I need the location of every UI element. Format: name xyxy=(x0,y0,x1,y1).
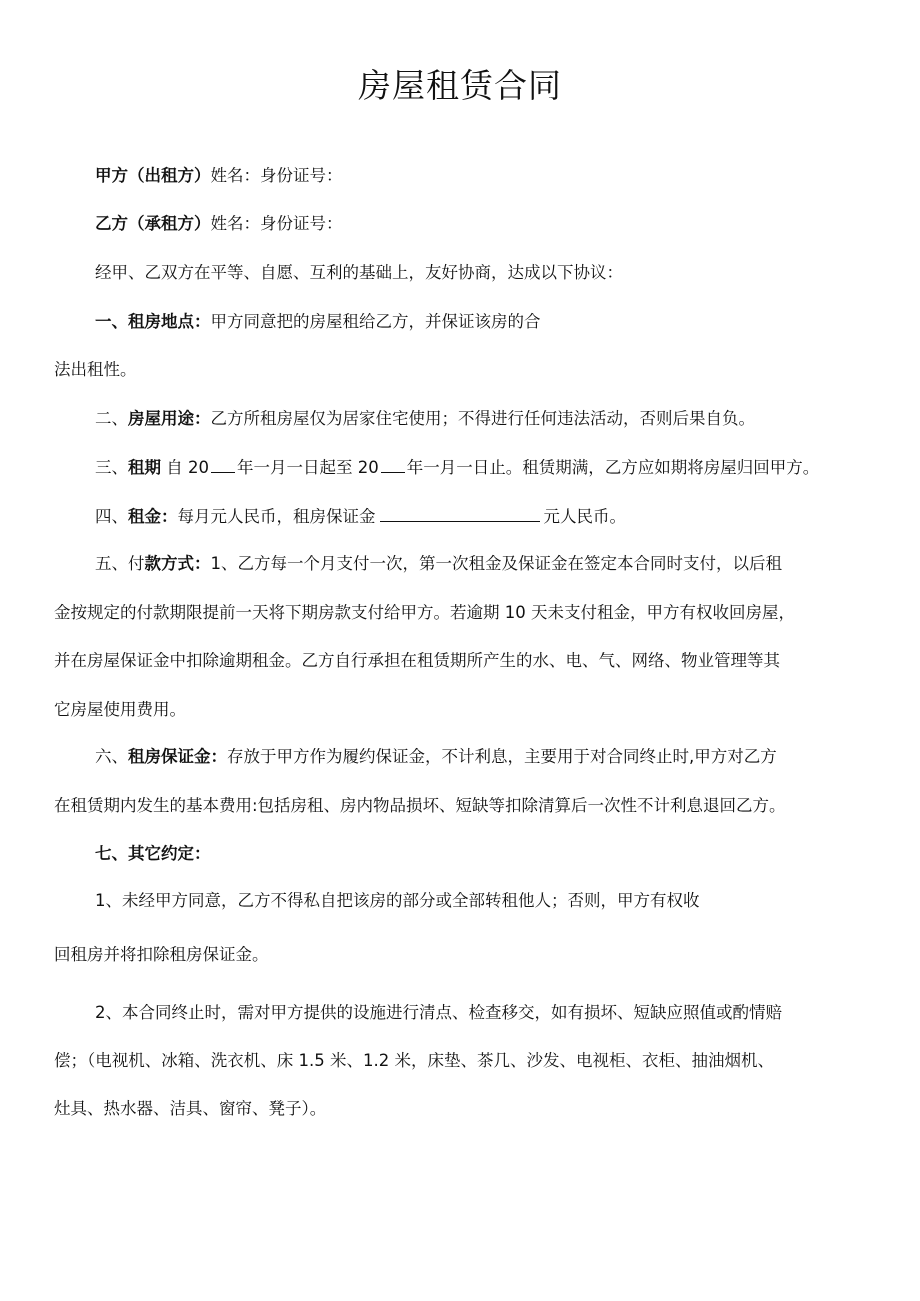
deposit-amount-blank xyxy=(380,505,540,522)
clause-7-item-2-line-2: 偿；（电视机、冰箱、洗衣机、床 1.5 米、1.2 米，床垫、茶几、沙发、电视柜、衣柜、抽油烟机、 xyxy=(54,1051,774,1070)
party-b-fields: 姓名：身份证号： xyxy=(210,214,343,233)
clause-6-line-1 xyxy=(95,746,777,768)
clause-6-line-2: 在租赁期内发生的基本费用:包括房租、房内物品损坏、短缺等扣除清算后一次性不计利息退回乙方。 xyxy=(54,796,786,815)
clause-4-label: 租金： xyxy=(128,507,178,526)
clause-3-text-3: 年一月一日止。租赁期满，乙方应如期将房屋归回甲方。 xyxy=(406,458,820,477)
clause-2-text: 乙方所租房屋仅为居家住宅使用；不得进行任何违法活动，否则后果自负。 xyxy=(210,409,755,428)
clause-4-text-1: 每月元人民币，租房保证金 xyxy=(177,507,376,526)
clause-5-line-1 xyxy=(95,553,782,575)
clause-5-text-1: 1、乙方每一个月支付一次，第一次租金及保证金在签定本合同时支付，以后租 xyxy=(210,554,782,573)
clause-7-item-2-line-3: 灶具、热水器、洁具、窗帘、凳子）。 xyxy=(54,1099,327,1118)
clause-5-line-2: 金按规定的付款期限提前一天将下期房款支付给甲方。若逾期 10 天未支付租金，甲方有权收回房屋， xyxy=(54,603,795,622)
clause-1-label: 一、租房地点： xyxy=(95,312,211,331)
start-year-blank xyxy=(211,456,235,473)
clause-5-line-4: 它房屋使用费用。 xyxy=(54,700,186,719)
clause-5-label: 款方式： xyxy=(144,554,211,573)
end-year-blank xyxy=(381,456,405,473)
clause-2-line xyxy=(95,408,755,430)
clause-4-text-2: 元人民币。 xyxy=(543,507,626,526)
clause-7-item-1-line-1: 1、未经甲方同意，乙方不得私自把该房的部分或全部转租他人；否则，甲方有权收 xyxy=(95,891,700,910)
clause-5-line-3: 并在房屋保证金中扣除逾期租金。乙方自行承担在租赁期所产生的水、电、气、网络、物业管理等其 xyxy=(54,651,780,670)
clause-2-label: 房屋用途： xyxy=(128,409,211,428)
clause-6-prefix: 六、 xyxy=(95,747,128,766)
clause-1-line-1 xyxy=(95,311,541,333)
intro-line: 经甲、乙双方在平等、自愿、互利的基础上，友好协商，达成以下协议： xyxy=(95,263,623,282)
party-b-label: 乙方（承租方） xyxy=(95,214,211,233)
clause-4-line xyxy=(95,505,626,528)
clause-1-text: 甲方同意把的房屋租给乙方，并保证该房的合 xyxy=(210,312,541,331)
clause-3-text-2: 年一月一日起至 20 xyxy=(237,458,379,477)
party-b-line xyxy=(95,213,343,235)
clause-1-line-2: 法出租性。 xyxy=(54,360,137,379)
clause-4-prefix: 四、 xyxy=(95,507,128,526)
clause-3-label: 租期 xyxy=(128,458,161,477)
clause-6-label: 租房保证金： xyxy=(128,747,227,766)
document-title: 房屋租赁合同 xyxy=(358,66,562,105)
clause-7-heading: 七、其它约定： xyxy=(95,844,211,863)
party-a-line xyxy=(95,165,343,187)
clause-2-prefix: 二、 xyxy=(95,409,128,428)
clause-6-text-1: 存放于甲方作为履约保证金，不计利息，主要用于对合同终止时,甲方对乙方 xyxy=(227,747,777,766)
clause-7-item-1-line-2: 回租房并将扣除租房保证金。 xyxy=(54,945,269,964)
clause-5-prefix: 五、付 xyxy=(95,554,145,573)
clause-7-item-2-line-1: 2、本合同终止时，需对甲方提供的设施进行清点、检查移交，如有损坏、短缺应照值或酌情赔 xyxy=(95,1003,782,1022)
clause-3-text-1: 自 20 xyxy=(161,458,209,477)
clause-3-line xyxy=(95,456,819,479)
party-a-label: 甲方（出租方） xyxy=(95,166,211,185)
clause-3-prefix: 三、 xyxy=(95,458,128,477)
party-a-fields: 姓名：身份证号： xyxy=(210,166,343,185)
